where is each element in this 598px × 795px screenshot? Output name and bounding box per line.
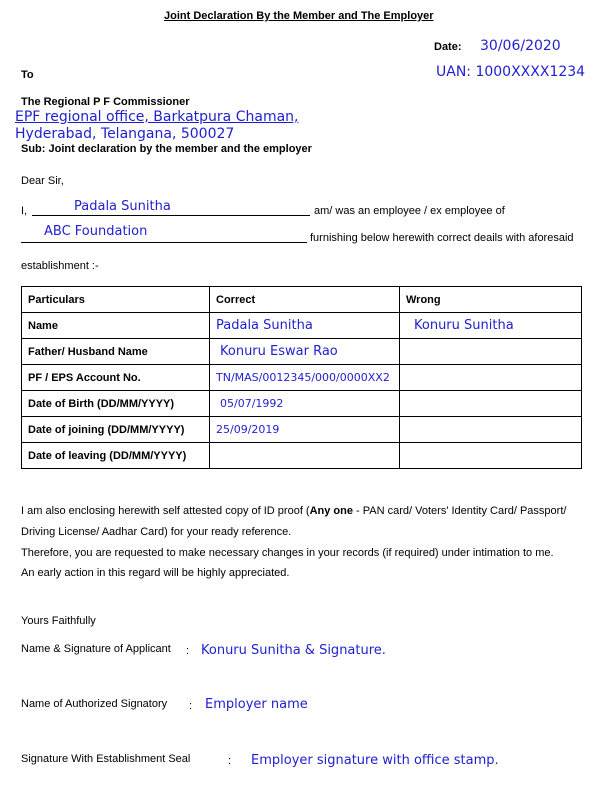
row-label: Date of joining (DD/MM/YYYY)	[22, 417, 210, 443]
authorized-signatory-label: Name of Authorized Signatory	[21, 698, 168, 710]
employee-name-line	[32, 215, 310, 216]
row-label: Father/ Husband Name	[22, 339, 210, 365]
table-row	[22, 339, 582, 365]
i-prefix: I,	[21, 205, 28, 217]
applicant-signature-value: Konuru Sunitha & Signature.	[201, 643, 386, 658]
salutation: Dear Sir,	[21, 175, 64, 187]
addressee: The Regional P F Commissioner	[21, 96, 190, 108]
row-correct: Konuru Eswar Rao	[210, 339, 400, 365]
uan-value: UAN: 1000XXXX1234	[436, 64, 586, 80]
id-proof-text-a: I am also enclosing herewith self attested copy of ID proof (	[21, 505, 310, 517]
table-header-row	[22, 287, 582, 313]
early-action-paragraph: An early action in this regard will be highly appreciated.	[21, 567, 290, 579]
subject-line: Sub: Joint declaration by the member and the employer	[21, 143, 312, 155]
table-row	[22, 365, 582, 391]
id-proof-any-one: Any one	[309, 505, 353, 517]
date-value: 30/06/2020	[480, 38, 561, 54]
row-wrong	[400, 365, 582, 391]
id-proof-text-b: - PAN card/ Voters' Identity Card/ Passport/	[353, 505, 567, 517]
row-correct: Padala Sunitha	[210, 313, 400, 339]
establishment-name: ABC Foundation	[44, 224, 148, 239]
row-label: PF / EPS Account No.	[22, 365, 210, 391]
closing: Yours Faithfully	[21, 615, 96, 627]
header-correct: Correct	[210, 287, 400, 313]
applicant-signature-label: Name & Signature of Applicant	[21, 643, 171, 655]
employee-name: Padala Sunitha	[74, 199, 171, 214]
establishment-seal-label: Signature With Establishment Seal	[21, 753, 191, 765]
header-particulars: Particulars	[22, 287, 210, 313]
establishment-seal-colon: :	[228, 755, 232, 767]
establishment-seal-value: Employer signature with office stamp.	[251, 753, 499, 768]
establishment-suffix: furnishing below herewith correct deails with aforesaid	[310, 232, 574, 244]
authorized-signatory-value: Employer name	[205, 697, 308, 712]
office-address-line1: EPF regional office, Barkatpura Chaman,	[15, 109, 299, 125]
row-wrong: Konuru Sunitha	[400, 313, 582, 339]
row-wrong	[400, 391, 582, 417]
table-row	[22, 443, 582, 469]
establishment-tail: establishment :-	[21, 260, 99, 272]
date-label: Date:	[434, 41, 462, 53]
row-correct: 25/09/2019	[210, 417, 400, 443]
employee-suffix: am/ was an employee / ex employee of	[314, 205, 505, 217]
table-row	[22, 417, 582, 443]
row-wrong	[400, 443, 582, 469]
establishment-name-line	[21, 242, 307, 243]
header-wrong: Wrong	[400, 287, 582, 313]
row-wrong	[400, 417, 582, 443]
row-correct: TN/MAS/0012345/000/0000XX2	[210, 365, 400, 391]
id-proof-paragraph-line2: Driving License/ Aadhar Card) for your ready reference.	[21, 526, 292, 538]
row-correct	[210, 443, 400, 469]
authorized-signatory-colon: :	[189, 700, 193, 712]
table-row	[22, 313, 582, 339]
request-paragraph: Therefore, you are requested to make necessary changes in your records (if required) under intimation to me.	[21, 547, 554, 559]
row-label: Date of leaving (DD/MM/YYYY)	[22, 443, 210, 469]
table-row	[22, 391, 582, 417]
particulars-table	[21, 286, 582, 469]
document-title: Joint Declaration By the Member and The Employer	[164, 10, 434, 22]
office-address-line2: Hyderabad, Telangana, 500027	[15, 126, 235, 142]
row-correct: 05/07/1992	[210, 391, 400, 417]
row-label: Name	[22, 313, 210, 339]
row-label: Date of Birth (DD/MM/YYYY)	[22, 391, 210, 417]
applicant-signature-colon: :	[186, 645, 190, 657]
to-label: To	[21, 69, 34, 81]
row-wrong	[400, 339, 582, 365]
id-proof-paragraph	[21, 505, 566, 517]
